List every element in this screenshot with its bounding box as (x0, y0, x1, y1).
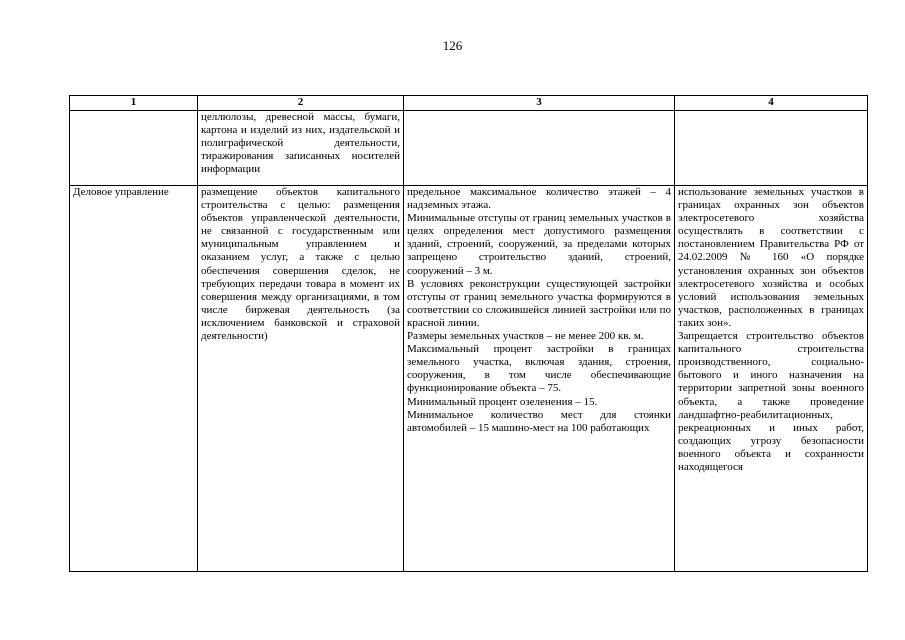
row1-col1 (70, 111, 198, 186)
row1-col4 (675, 111, 868, 186)
row1-col2: целлюлозы, древесной массы, бумаги, картона и изделий из них, издательской и полиграфической деятельности, тиражирования записанных носителей информации (198, 111, 404, 186)
parameter-paragraph: В условиях реконструкции существующей застройки отступы от границ земельного участка формируются в соответствии со сложившейся линией застройки или по красной линии. (407, 277, 671, 329)
page-number: 126 (442, 38, 463, 53)
row1-col3 (404, 111, 675, 186)
table-row (70, 111, 868, 186)
column-header-4: 4 (675, 96, 868, 111)
row2-col1-use-name: Деловое управление (70, 186, 198, 572)
restriction-paragraph: Запрещается строительство объектов капитального строительства производственного, социально-бытового и иного назначения на территории запретной зоны военного объекта, а также проведение ландшафтно-реабилитационных, рекреационных и иных работ, создающих угрозу безопасности военного объекта и сохранности находящегося (678, 330, 864, 473)
row2-col2-description: размещение объектов капитального строительства с целью: размещения объектов управленческой деятельности, не связанной с государственным или муниципальным управлением и оказанием услуг, а также с целью обеспечения совершения сделок, не требующих передачи товара в момент их совершения между организациями, в том числе биржевая деятельность (за исключением банковской и страховой деятельности) (198, 186, 404, 572)
parameter-paragraph: Минимальный процент озеленения – 15. (407, 395, 598, 408)
parameter-paragraph: предельное максимальное количество этажей – 4 надземных этажа. (407, 186, 671, 212)
parameter-paragraph: Максимальный процент застройки в границах земельного участка, включая здания, строения, сооружения, в том числе обеспечивающие функционирование объекта – 75. (407, 343, 671, 395)
parameter-paragraph: Минимальные отступы от границ земельных участков в целях определения мест допустимого размещения зданий, строений, сооружений, за пределами которых запрещено строительство зданий, строений, сооружений – 3 м. (407, 212, 671, 277)
column-header-1: 1 (70, 96, 198, 111)
table-header-row (70, 96, 868, 111)
regulations-table (69, 95, 868, 572)
column-header-2: 2 (198, 96, 404, 111)
parameter-paragraph: Размеры земельных участков – не менее 200 кв. м. (407, 330, 644, 343)
restriction-paragraph: использование земельных участков в границах охранных зон объектов электросетевого хозяйства осуществлять в соответствии с постановлением Правительства РФ от 24.02.2009 № 160 «О порядке установления охранных зон объектов электросетевого хозяйства и особых условий использования земельных участков, расположенных в границах таких зон». (678, 186, 864, 329)
column-header-3: 3 (404, 96, 675, 111)
parameter-paragraph: Минимальное количество мест для стоянки автомобилей – 15 машино-мест на 100 работающих (407, 408, 671, 434)
row2-col3-parameters (404, 186, 675, 572)
row2-col4-restrictions (675, 186, 868, 572)
table-row (70, 186, 868, 572)
